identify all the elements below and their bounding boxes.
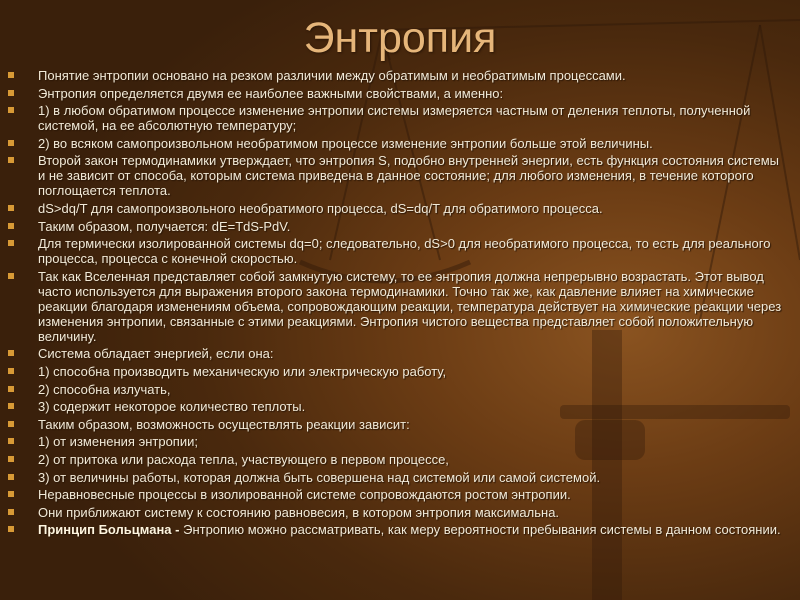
list-item <box>8 505 788 520</box>
list-item <box>8 417 788 432</box>
list-item <box>8 236 788 266</box>
list-item-text: Неравновесные процессы в изолированной системе сопровождаются ростом энтропии. <box>38 487 571 503</box>
bullet-icon <box>8 140 14 146</box>
bullet-icon <box>8 474 14 480</box>
list-item-text: 3) от величины работы, которая должна быть совершена над системой или самой системой. <box>38 469 601 485</box>
bullet-icon <box>8 223 14 229</box>
bullet-icon <box>8 157 14 163</box>
list-item <box>8 201 788 216</box>
bullet-icon <box>8 368 14 374</box>
list-item-text: Система обладает энергией, если она: <box>38 346 274 362</box>
list-item <box>8 153 788 198</box>
list-item <box>8 86 788 101</box>
list-item-text: Для термически изолированной системы dq=0; следовательно, dS>0 для необратимого процесса, то есть для реального процесса, процесса с конечной скоростью. <box>38 236 771 267</box>
bullet-icon <box>8 456 14 462</box>
bullet-icon <box>8 438 14 444</box>
list-item-text: 3) содержит некоторое количество теплоты. <box>38 399 306 415</box>
list-item-text: dS>dq/T для самопроизвольного необратимого процесса, dS=dq/T для обратимого процесса. <box>38 200 603 216</box>
list-item-text: Понятие энтропии основано на резком различии между обратимым и необратимым процессами. <box>38 68 626 83</box>
boltzmann-principle-term: Принцип Больцмана - <box>38 522 180 538</box>
list-item <box>8 522 788 537</box>
list-item <box>8 434 788 449</box>
list-item-text: 1) от изменения энтропии; <box>38 434 198 450</box>
list-item <box>8 452 788 467</box>
bullet-list <box>8 68 788 540</box>
list-item <box>8 103 788 133</box>
bullet-icon <box>8 403 14 409</box>
list-item-text: Энтропия определяется двумя ее наиболее важными свойствами, а именно: <box>38 85 504 101</box>
bullet-icon <box>8 526 14 532</box>
list-item <box>8 346 788 361</box>
list-item <box>8 487 788 502</box>
bullet-icon <box>8 421 14 427</box>
bullet-icon <box>8 273 14 279</box>
bullet-icon <box>8 240 14 246</box>
list-item <box>8 269 788 344</box>
bullet-icon <box>8 90 14 96</box>
list-item <box>8 136 788 151</box>
list-item-text: Они приближают систему к состоянию равновесия, в котором энтропия максимальна. <box>38 504 560 520</box>
bullet-icon <box>8 386 14 392</box>
list-item-text: Таким образом, получается: dE=TdS-PdV. <box>38 218 291 234</box>
bullet-icon <box>8 205 14 211</box>
list-item <box>8 399 788 414</box>
bullet-icon <box>8 350 14 356</box>
list-item-text: Энтропию можно рассматривать, как меру вероятности пребывания системы в данном состоянии. <box>179 522 781 538</box>
list-item <box>8 470 788 485</box>
bullet-icon <box>8 509 14 515</box>
list-item-text: 2) от притока или расхода тепла, участвующего в первом процессе, <box>38 451 449 467</box>
list-item <box>8 364 788 379</box>
bullet-icon <box>8 72 14 78</box>
list-item-text: Второй закон термодинамики утверждает, что энтропия S, подобно внутренней энергии, есть функция состояния системы и не зависит от способа, которым система приведена в данное состояние; для любого изменения, в течение которого поглощается теплота. <box>38 153 779 199</box>
list-item <box>8 382 788 397</box>
bullet-icon <box>8 491 14 497</box>
bullet-icon <box>8 107 14 113</box>
list-item <box>8 68 788 83</box>
list-item-text: 2) во всяком самопроизвольном необратимом процессе изменение энтропии больше этой величины. <box>38 135 653 151</box>
list-item <box>8 219 788 234</box>
list-item-text: Таким образом, возможность осуществлять реакции зависит: <box>38 416 410 432</box>
list-item-text: 2) способна излучать, <box>38 381 171 397</box>
list-item-text: 1) в любом обратимом процессе изменение энтропии системы измеряется частным от деления теплоты, полученной системой, на ее абсолютную температуру; <box>38 103 751 134</box>
list-item-text: Так как Вселенная представляет собой замкнутую систему, то ее энтропия должна непрерывно возрастать. Этот вывод часто используется для выражения второго закона термодинамики. Точно так же, как давление влияет на химические реакции благодаря изменениям объема, сопровождающим реакции, температура действует на химические реакции через изменения энтропии, связанные с этими реакциями. Энтропия чистого вещества представляет собой положительную величину. <box>38 268 782 344</box>
list-item-text: 1) способна производить механическую или электрическую работу, <box>38 363 447 379</box>
slide-title: Энтропия <box>303 14 497 62</box>
